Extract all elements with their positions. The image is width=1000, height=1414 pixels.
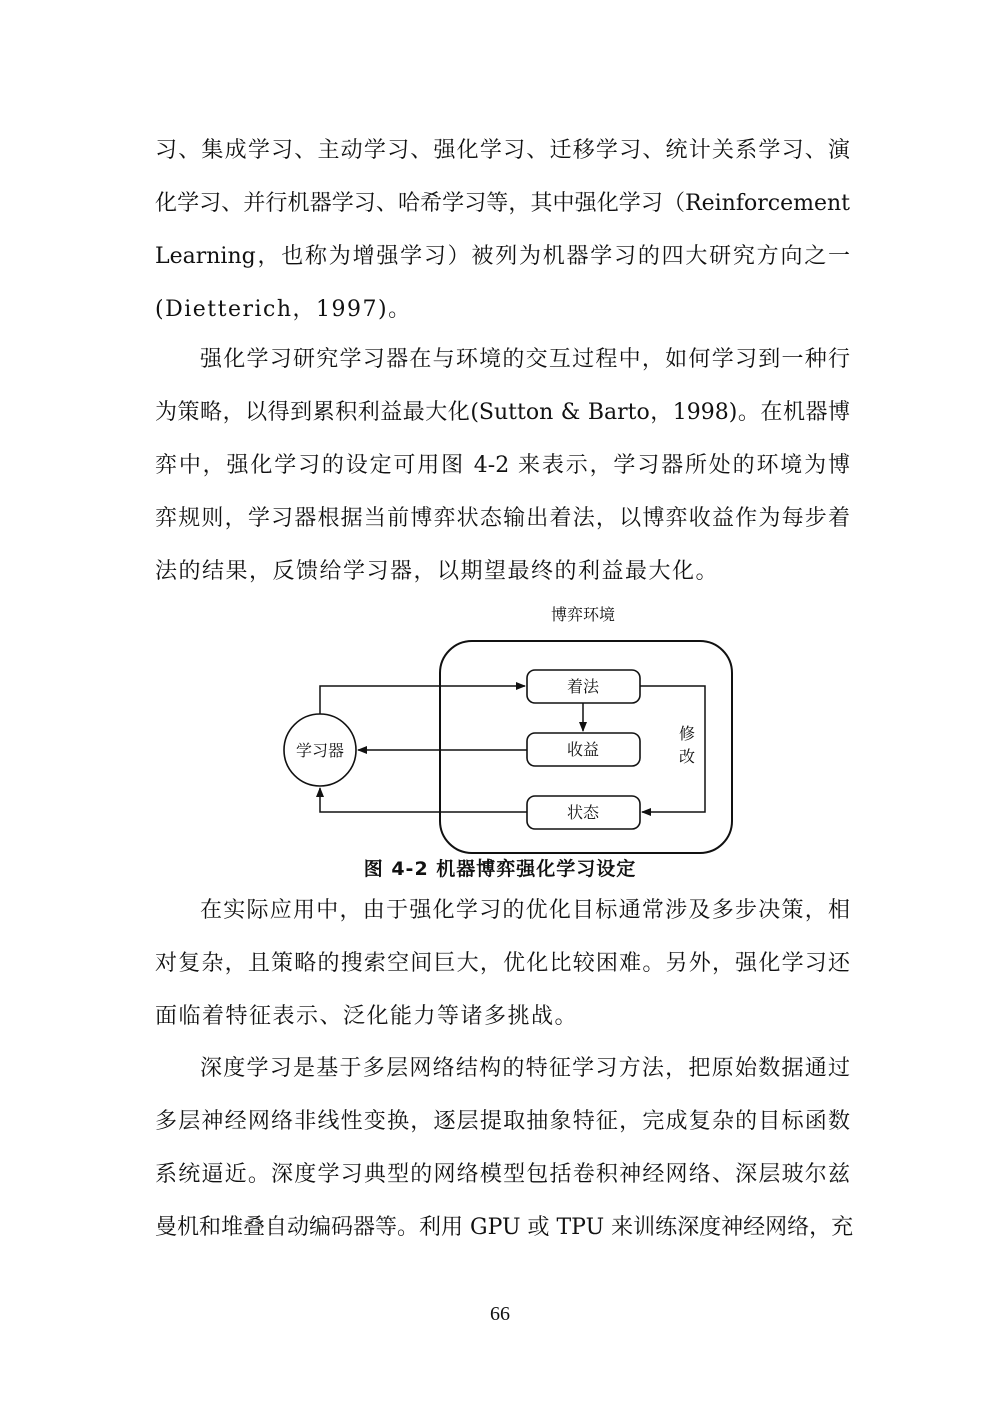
- figure-caption: 图 4-2 机器博弈强化学习设定: [363, 858, 637, 880]
- modify-label-char-2: 改: [678, 747, 696, 766]
- modify-label-char-1: 修: [678, 724, 696, 743]
- paragraph-3-line-3: 面临着特征表示、泛化能力等诸多挑战。: [155, 1004, 579, 1029]
- paragraph-2-line-4: 弈规则，学习器根据当前博弈状态输出着法，以博弈收益作为每步着: [155, 506, 850, 531]
- paragraph-1-line-2: 化学习、并行机器学习、哈希学习等，其中强化学习（Reinforcement: [155, 191, 850, 216]
- paragraph-2-line-3: 弈中，强化学习的设定可用图 4-2 来表示，学习器所处的环境为博: [155, 453, 850, 478]
- move-label: 着法: [566, 677, 600, 696]
- paragraph-3-line-2: 对复杂，且策略的搜索空间巨大，优化比较困难。另外，强化学习还: [155, 951, 850, 976]
- arrow-learner-to-move: [320, 686, 525, 714]
- paragraph-1-line-4: (Dietterich，1997)。: [155, 297, 412, 322]
- page-number: 66: [490, 1303, 510, 1325]
- state-label: 状态: [566, 803, 600, 822]
- paragraph-2-line-5: 法的结果，反馈给学习器，以期望最终的利益最大化。: [155, 559, 720, 584]
- paragraph-1-line-3: Learning，也称为增强学习）被列为机器学习的四大研究方向之一: [155, 244, 850, 269]
- paragraph-4-line-1: 深度学习是基于多层网络结构的特征学习方法，把原始数据通过: [200, 1056, 850, 1081]
- arrow-modify-loop: [640, 686, 705, 812]
- paragraph-4-line-2: 多层神经网络非线性变换，逐层提取抽象特征，完成复杂的目标函数: [155, 1109, 850, 1134]
- paragraph-2-line-1: 强化学习研究学习器在与环境的交互过程中，如何学习到一种行: [200, 347, 850, 372]
- paragraph-1-line-1: 习、集成学习、主动学习、强化学习、迁移学习、统计关系学习、演: [155, 138, 850, 163]
- paragraph-4-line-4: 曼机和堆叠自动编码器等。利用 GPU 或 TPU 来训练深度神经网络，充: [155, 1215, 854, 1240]
- paragraph-2-line-2: 为策略，以得到累积利益最大化(Sutton & Barto，1998)。在机器博: [155, 400, 850, 425]
- learner-label: 学习器: [295, 741, 345, 760]
- environment-label: 博弈环境: [550, 605, 616, 624]
- paragraph-4-line-3: 系统逼近。深度学习典型的网络模型包括卷积神经网络、深层玻尔兹: [155, 1162, 850, 1187]
- arrow-state-to-learner: [320, 788, 527, 812]
- paragraph-3-line-1: 在实际应用中，由于强化学习的优化目标通常涉及多步决策，相: [200, 898, 850, 923]
- reward-label: 收益: [566, 740, 600, 759]
